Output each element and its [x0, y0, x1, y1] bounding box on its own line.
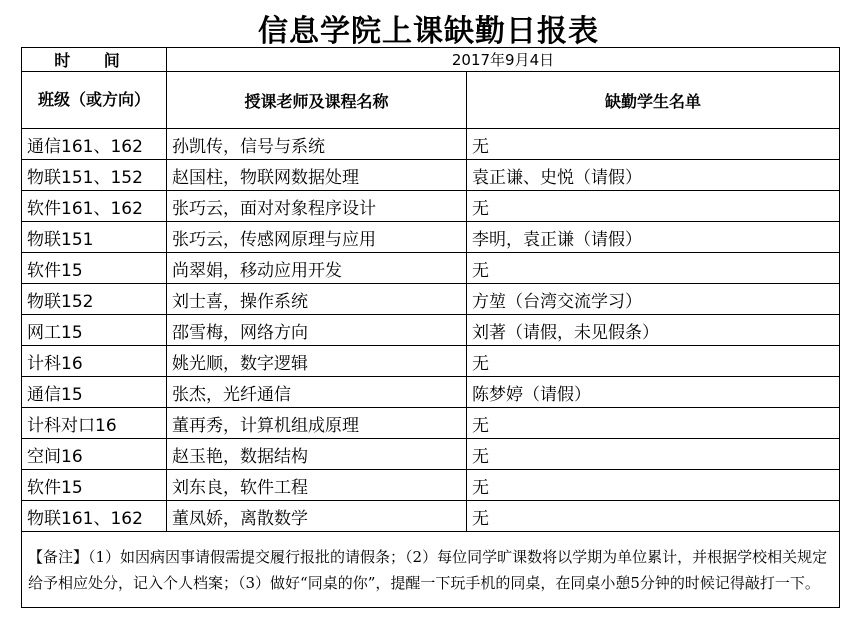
cell-teacher-course: 董凤娇，离散数学	[167, 501, 467, 532]
cell-absent: 无	[467, 129, 840, 160]
header-row	[22, 72, 840, 129]
cell-class: 软件15	[22, 470, 167, 501]
cell-class: 软件15	[22, 253, 167, 284]
cell-teacher-course: 尚翠娟，移动应用开发	[167, 253, 467, 284]
cell-class: 物联161、162	[22, 501, 167, 532]
cell-teacher-course: 董再秀，计算机组成原理	[167, 408, 467, 439]
table-row	[22, 439, 840, 470]
cell-class: 计科16	[22, 346, 167, 377]
table-row	[22, 408, 840, 439]
cell-absent: 李明，袁正谦（请假）	[467, 222, 840, 253]
date-row	[22, 48, 840, 72]
table-row	[22, 160, 840, 191]
header-absent: 缺勤学生名单	[467, 72, 840, 129]
cell-absent: 袁正谦、史悦（请假）	[467, 160, 840, 191]
cell-class: 通信161、162	[22, 129, 167, 160]
cell-class: 物联151、152	[22, 160, 167, 191]
date-label: 时 间	[22, 48, 167, 72]
header-teacher-course: 授课老师及课程名称	[167, 72, 467, 129]
cell-absent: 无	[467, 346, 840, 377]
table-row	[22, 501, 840, 532]
table-row	[22, 346, 840, 377]
cell-class: 空间16	[22, 439, 167, 470]
note-row	[22, 532, 840, 608]
cell-teacher-course: 赵玉艳，数据结构	[167, 439, 467, 470]
table-row	[22, 129, 840, 160]
cell-teacher-course: 刘士喜，操作系统	[167, 284, 467, 315]
table-row	[22, 470, 840, 501]
cell-class: 网工15	[22, 315, 167, 346]
table-row	[22, 284, 840, 315]
table-row	[22, 315, 840, 346]
cell-absent: 方堃（台湾交流学习）	[467, 284, 840, 315]
cell-absent: 无	[467, 253, 840, 284]
cell-class: 物联151	[22, 222, 167, 253]
cell-absent: 无	[467, 470, 840, 501]
cell-teacher-course: 张巧云，面对对象程序设计	[167, 191, 467, 222]
cell-absent: 无	[467, 439, 840, 470]
cell-teacher-course: 刘东良，软件工程	[167, 470, 467, 501]
cell-class: 计科对口16	[22, 408, 167, 439]
table-row	[22, 377, 840, 408]
cell-teacher-course: 张巧云，传感网原理与应用	[167, 222, 467, 253]
cell-class: 通信15	[22, 377, 167, 408]
header-class: 班级（或方向）	[22, 72, 167, 129]
cell-teacher-course: 孙凯传，信号与系统	[167, 129, 467, 160]
table-row	[22, 191, 840, 222]
cell-teacher-course: 姚光顺，数字逻辑	[167, 346, 467, 377]
cell-class: 物联152	[22, 284, 167, 315]
cell-teacher-course: 赵国柱，物联网数据处理	[167, 160, 467, 191]
cell-class: 软件161、162	[22, 191, 167, 222]
cell-teacher-course: 邵雪梅，网络方向	[167, 315, 467, 346]
report-title: 信息学院上课缺勤日报表	[258, 14, 599, 49]
cell-absent: 陈梦婷（请假）	[467, 377, 840, 408]
cell-absent: 刘著（请假，未见假条）	[467, 315, 840, 346]
attendance-table	[21, 47, 840, 608]
cell-teacher-course: 张杰，光纤通信	[167, 377, 467, 408]
table-row	[22, 222, 840, 253]
date-value: 2017年9月4日	[167, 48, 840, 72]
table-row	[22, 253, 840, 284]
cell-absent: 无	[467, 501, 840, 532]
cell-absent: 无	[467, 408, 840, 439]
cell-absent: 无	[467, 191, 840, 222]
note-text: 【备注】（1）如因病因事请假需提交履行报批的请假条；（2）每位同学旷课数将以学期为单位累计，并根据学校相关规定给予相应处分，记入个人档案；（3）做好“同桌的你”，提醒一下玩手机的同桌，在同桌小憩5分钟的时候记得敲打一下。	[22, 532, 840, 608]
